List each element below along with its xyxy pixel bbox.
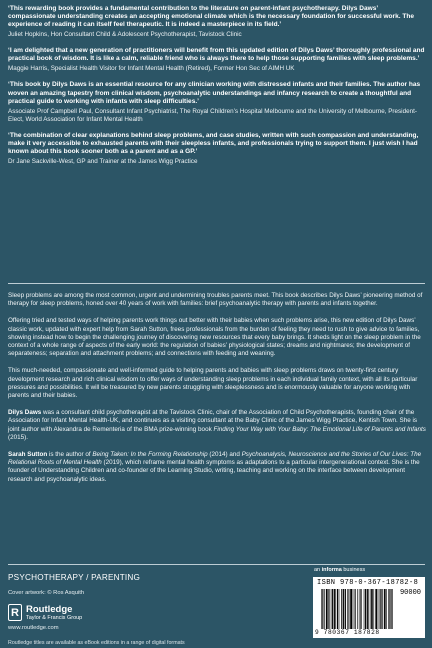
barcode-bar [350, 589, 351, 629]
author-bio-daws [8, 409, 426, 442]
barcode-bar [377, 589, 378, 629]
book-description [8, 292, 426, 493]
barcode-bar [332, 589, 333, 629]
author-name: Dilys Daws [8, 409, 42, 417]
review-quote: ‘The combination of clear explanations behind sleep problems, and case studies, written with such compassion and understanding, make it very accessible to exhausted parents with their sleepless infants, and professionals trying to support them. I just wish I had known about this book sooner both as a parent and as a GP.’ [8, 131, 419, 155]
barcode-bar [353, 589, 354, 629]
cover-artwork-credit: Cover artwork: © Ros Asquith [8, 590, 85, 596]
barcode-bar [381, 589, 382, 629]
bio-text: was a consultant child psychotherapist at the Tavistock Clinic, chair of the Association of Child Psychotherapists, founding chair of the Association for Infant Mental Health-UK, and continues as a visiting consultant at the Baby Clinic of the James Wigg Practice, Kentish Town. She is joint author with Alexandra de Rementeria of the BMA prize-winning book [8, 409, 418, 433]
barcode-bar [365, 589, 366, 629]
barcode-bar [321, 589, 322, 629]
reviews-section [8, 5, 426, 174]
review [8, 47, 426, 73]
barcode-bar [350, 589, 351, 629]
barcode-bar [331, 589, 332, 629]
review-author: Dr Jane Sackville-West, GP and Trainer at the James Wigg Practice [8, 158, 198, 166]
bio-text: (2019), which reframe mental health symptoms as adaptations to a particular intergenerational context. She is the founder of Understanding Children and co-founder of the Learning Studio, writing, teaching and working on the interface between development research and psychoanalytic ideas. [8, 459, 420, 483]
barcode-bars [321, 589, 393, 629]
barcode-bar [335, 589, 336, 629]
barcode-bar [368, 589, 369, 629]
barcode-bar [380, 589, 381, 629]
barcode-bar [391, 589, 392, 629]
barcode-bar [333, 589, 334, 629]
barcode-bar [389, 589, 390, 629]
subject-category: PSYCHOTHERAPY / PARENTING [8, 573, 141, 582]
barcode-bar [323, 589, 324, 629]
barcode-bar [341, 589, 342, 629]
isbn-barcode [313, 577, 425, 638]
publisher-logo [8, 604, 82, 621]
isbn-text: ISBN 978-0-367-18782-8 [317, 579, 419, 587]
barcode-bar [380, 589, 381, 629]
barcode-bar [359, 589, 360, 629]
review-quote: ‘I am delighted that a new generation of practitioners will benefit from this updated edition of Dilys Daws’ thoroughly professional and practical book of wisdom. It is like a calm, reliable friend who is always there to help those supporting families with sleep problems.’ [8, 47, 425, 63]
description-paragraph: Offering tried and tested ways of helping parents work things out better with their babies when such problems arise, this new edition of Dilys Daws’ classic work, updated with expert help from Sarah Sutton, frees professionals from the burden of feeling they need to rush to give advice to families, showing instead how to begin the challenging journey of discovering new resources that every baby brings. It sheds light on the sleep problem in the context of a whole range of aspects of the early world: the regulation of babies’ physiological states; dreams and nightmares; the development of separateness; separation and attachment problems; and connections with feeding and weaning. [8, 317, 421, 358]
barcode-bar [376, 589, 377, 629]
barcode-bar [367, 589, 368, 629]
barcode-bar [326, 589, 327, 629]
barcode-price-code: 90000 [399, 589, 421, 597]
informa-prefix: an [314, 567, 322, 573]
barcode-bar [370, 589, 371, 629]
section-divider [8, 564, 425, 565]
barcode-bar [372, 589, 373, 629]
review-author: Maggie Harris, Specialist Health Visitor for Infant Mental Health (Retired), Former Hon Sec of AIMH UK [8, 65, 295, 73]
barcode-bar [357, 589, 358, 629]
barcode-bar [388, 589, 389, 629]
barcode-bar [375, 589, 376, 629]
barcode-bar [355, 589, 356, 629]
barcode-bar [339, 589, 340, 629]
informa-business-mark [314, 567, 365, 573]
barcode-bar [324, 589, 325, 629]
description-paragraph: Sleep problems are among the most common, urgent and undermining troubles parents meet. This book describes Dilys Daws’ pioneering method of therapy for sleep problems, honed over 40 years of work with families: brief psychoanalytic therapy with parents and infants together. [8, 292, 423, 308]
book-title: Being Taken: In the Forming Relationship [92, 451, 208, 459]
routledge-logo-icon: R [8, 604, 22, 621]
publisher-wordmark [26, 605, 82, 621]
barcode-bar [347, 589, 348, 629]
barcode-bar [360, 589, 361, 629]
barcode-bar [378, 589, 379, 629]
barcode-bar [329, 589, 330, 629]
publisher-website: www.routledge.com [8, 625, 59, 631]
description-paragraph: This much-needed, compassionate and well-informed guide to helping parents and babies with sleep problems draws on twenty-first century development research and rich clinical wisdom to offer ways of understanding sleep problems in each individual family context, with all its particular pressures and possibilities. It will be treasured by new parents struggling with sleeplessness and is enormously valuable for anyone working with parents and their babies. [8, 367, 418, 400]
review-author: Juliet Hopkins, Hon Consultant Child & Adolescent Psychotherapist, Tavistock Clinic [8, 31, 242, 39]
barcode-bar [373, 589, 374, 629]
barcode-bar [345, 589, 346, 629]
barcode-bar [337, 589, 338, 629]
barcode-bar [384, 589, 385, 629]
barcode-bar [366, 589, 367, 629]
publisher-group: Taylor & Francis Group [26, 614, 83, 621]
barcode-bar [344, 589, 345, 629]
barcode-bar [351, 589, 352, 629]
barcode-bar [382, 589, 383, 629]
review [8, 132, 426, 166]
review [8, 5, 426, 39]
review-author: Associate Prof Campbell Paul, Consultant Infant Psychiatrist, The Royal Children’s Hospital Melbourne and the University of Melbourne, President-Elect, World Association for Infant Mental Health [8, 107, 417, 123]
review-quote: ‘This rewarding book provides a fundamental contribution to the literature on parent-infant psychotherapy. Dilys Daws’ compassionate understanding creates an accepting emotional climate which is the necessary foundation for successful work. The experience of reading it can itself feel therapeutic. It is indeed a masterpiece in its field.’ [8, 5, 415, 29]
barcode-bar [385, 589, 386, 629]
barcode-bar [372, 589, 373, 629]
barcode-bar [334, 589, 335, 629]
informa-suffix: business [341, 567, 366, 573]
barcode-bar [327, 589, 328, 629]
barcode-bar [384, 589, 385, 629]
bio-text: (2014) and [207, 451, 242, 459]
barcode-bar [326, 589, 327, 629]
barcode-bar [390, 589, 391, 629]
barcode-bar [367, 589, 368, 629]
barcode-bar [364, 589, 365, 629]
barcode-bar [392, 589, 393, 629]
barcode-bar [343, 589, 344, 629]
barcode-bar [322, 589, 323, 629]
review [8, 81, 426, 123]
review-quote: ‘This book by Dilys Daws is an essential resource for any clinician working with distressed infants and their families. The author has woven an amazing tapestry from clinical wisdom, psychoanalytic understandings and infancy research to create a thoughtful and practical guide to working with infants with sleep difficulties.’ [8, 81, 421, 105]
book-title: Psychoanalysis, Neuroscience and the Stories of Our Lives: The Relational Roots of Mental Health [8, 451, 422, 467]
bio-text: is the author of [47, 451, 93, 459]
barcode-bar [328, 589, 329, 629]
bio-text: (2015). [8, 433, 28, 441]
barcode-bar [342, 589, 343, 629]
barcode-bar [337, 589, 338, 629]
barcode-bar [355, 589, 356, 629]
barcode-bar [361, 589, 362, 629]
barcode-bar [334, 589, 335, 629]
barcode-bar [348, 589, 349, 629]
section-divider [8, 283, 425, 284]
book-title: Finding Your Way with Your Baby: The Emotional Life of Parents and Infants [213, 425, 426, 433]
ebook-availability-note: Routledge titles are available as eBook editions in a range of digital formats [8, 640, 185, 646]
barcode-number: 9 780367 187828 [315, 629, 380, 636]
publisher-name: Routledge [26, 603, 73, 615]
author-bio-sutton [8, 451, 426, 484]
author-name: Sarah Sutton [8, 451, 48, 459]
barcode-bar [371, 589, 372, 629]
barcode-bar [352, 589, 353, 629]
barcode-bar [345, 589, 346, 629]
barcode-bar [386, 589, 387, 629]
informa-brand: informa [321, 567, 342, 573]
